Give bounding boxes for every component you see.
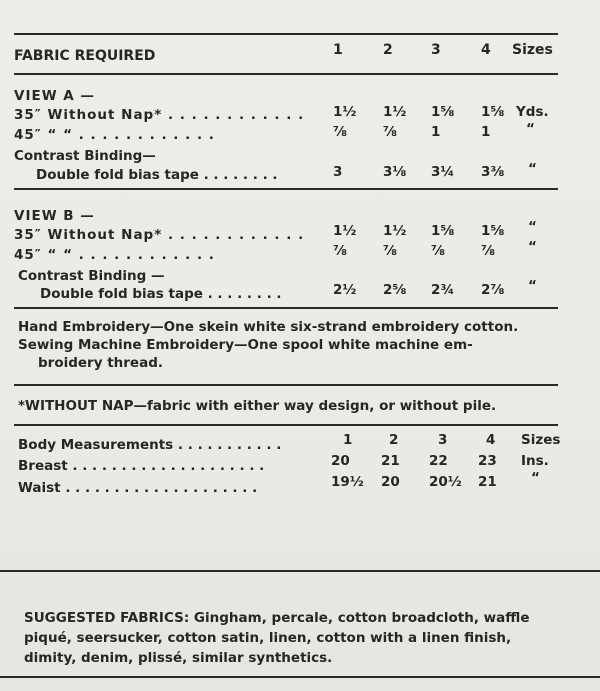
view-b-binding-size4: 2⅞ — [481, 282, 505, 298]
waist-size3: 20½ — [429, 474, 462, 490]
breast-size4: 23 — [478, 453, 497, 469]
view-b-45-size2: ⅞ — [383, 243, 397, 259]
view-a-35-size4: 1⅝ — [481, 104, 505, 120]
view-b-45-size3: ⅞ — [431, 243, 445, 259]
breast-size3: 22 — [429, 453, 448, 469]
view-b-45-size4: ⅞ — [481, 243, 495, 259]
breast-size2: 21 — [381, 453, 400, 469]
view-b-binding-title: Contrast Binding — — [18, 268, 165, 284]
embroidery-line-2: Sewing Machine Embroidery—One spool white machine em- — [18, 337, 473, 353]
size-header-2: 2 — [383, 42, 393, 58]
view-b-row-35-label: 35″ Without Nap* . . . . . . . . . . . . — [14, 227, 305, 243]
breast-size1: 20 — [331, 453, 350, 469]
waist-size2: 20 — [381, 474, 400, 490]
suggested-line-2: piqué, seersucker, cotton satin, linen, cotton with a linen finish, — [24, 630, 512, 646]
view-b-title: VIEW B — — [14, 208, 95, 224]
view-b-binding-label: Double fold bias tape . . . . . . . . — [40, 286, 282, 302]
view-a-45-size1: ⅞ — [333, 124, 347, 140]
view-a-35-unit: Yds. — [516, 104, 549, 120]
view-b-binding-size1: 2½ — [333, 282, 357, 298]
size-header-1: 1 — [333, 42, 343, 58]
view-b-45-unit: “ — [528, 239, 537, 255]
embroidery-rule — [14, 384, 558, 386]
view-b-35-size3: 1⅝ — [431, 223, 455, 239]
view-a-45-size3: 1 — [431, 124, 441, 140]
view-a-row-35-label: 35″ Without Nap* . . . . . . . . . . . . — [14, 107, 305, 123]
body-size-header-label: Sizes — [521, 432, 561, 448]
breast-unit: Ins. — [521, 453, 549, 469]
embroidery-line-3: broidery thread. — [38, 355, 163, 371]
view-a-binding-unit: “ — [528, 161, 537, 177]
view-a-35-size1: 1½ — [333, 104, 357, 120]
view-a-45-size4: 1 — [481, 124, 491, 140]
body-measurements-label: Body Measurements . . . . . . . . . . . — [18, 437, 282, 453]
waist-unit: “ — [531, 470, 540, 486]
view-a-title: VIEW A — — [14, 88, 95, 104]
header-rule — [14, 73, 558, 75]
view-a-35-size2: 1½ — [383, 104, 407, 120]
view-b-35-size2: 1½ — [383, 223, 407, 239]
view-b-rule — [14, 307, 558, 309]
suggested-line-3: dimity, denim, plissé, similar synthetics. — [24, 650, 333, 666]
breast-label: Breast . . . . . . . . . . . . . . . . . . . . — [18, 458, 265, 474]
view-b-35-size4: 1⅝ — [481, 223, 505, 239]
suggested-fabrics — [24, 608, 574, 668]
waist-size4: 21 — [478, 474, 497, 490]
embroidery-line-1: Hand Embroidery—One skein white six-strand embroidery cotton. — [18, 319, 519, 335]
body-size-header-1: 1 — [343, 432, 353, 448]
view-b-binding-unit: “ — [528, 278, 537, 294]
size-header-4: 4 — [481, 42, 491, 58]
waist-label: Waist . . . . . . . . . . . . . . . . . . . . — [18, 480, 258, 496]
view-a-45-unit: “ — [526, 121, 535, 137]
view-b-35-size1: 1½ — [333, 223, 357, 239]
view-a-binding-label: Double fold bias tape . . . . . . . . — [36, 167, 278, 183]
view-a-35-size3: 1⅝ — [431, 104, 455, 120]
nap-rule — [14, 424, 558, 426]
view-a-binding-size2: 3⅛ — [383, 164, 407, 180]
view-a-row-45-label: 45″ “ “ . . . . . . . . . . . . — [14, 127, 215, 143]
size-header-3: 3 — [431, 42, 441, 58]
size-header-label: Sizes — [512, 42, 553, 58]
fabric-required-heading: FABRIC REQUIRED — [14, 48, 156, 64]
suggested-line-1: SUGGESTED FABRICS: Gingham, percale, cotton broadcloth, waffle — [24, 610, 530, 626]
body-size-header-3: 3 — [438, 432, 448, 448]
view-a-binding-size1: 3 — [333, 164, 343, 180]
body-size-header-4: 4 — [486, 432, 496, 448]
view-b-35-unit: “ — [528, 219, 537, 235]
top-rule — [14, 33, 558, 35]
view-a-binding-size4: 3⅜ — [481, 164, 505, 180]
view-b-binding-size3: 2¾ — [431, 282, 455, 298]
view-b-binding-size2: 2⅝ — [383, 282, 407, 298]
suggested-top-rule — [0, 570, 600, 572]
view-b-row-45-label: 45″ “ “ . . . . . . . . . . . . — [14, 247, 215, 263]
view-a-binding-title: Contrast Binding— — [14, 148, 156, 164]
view-a-binding-size3: 3¼ — [431, 164, 455, 180]
body-size-header-2: 2 — [389, 432, 399, 448]
embroidery-notes — [18, 318, 563, 372]
view-a-rule — [14, 188, 558, 190]
without-nap-note: *WITHOUT NAP—fabric with either way design, or without pile. — [18, 398, 497, 414]
waist-size1: 19½ — [331, 474, 364, 490]
bottom-rule — [0, 676, 600, 678]
view-b-45-size1: ⅞ — [333, 243, 347, 259]
view-a-45-size2: ⅞ — [383, 124, 397, 140]
